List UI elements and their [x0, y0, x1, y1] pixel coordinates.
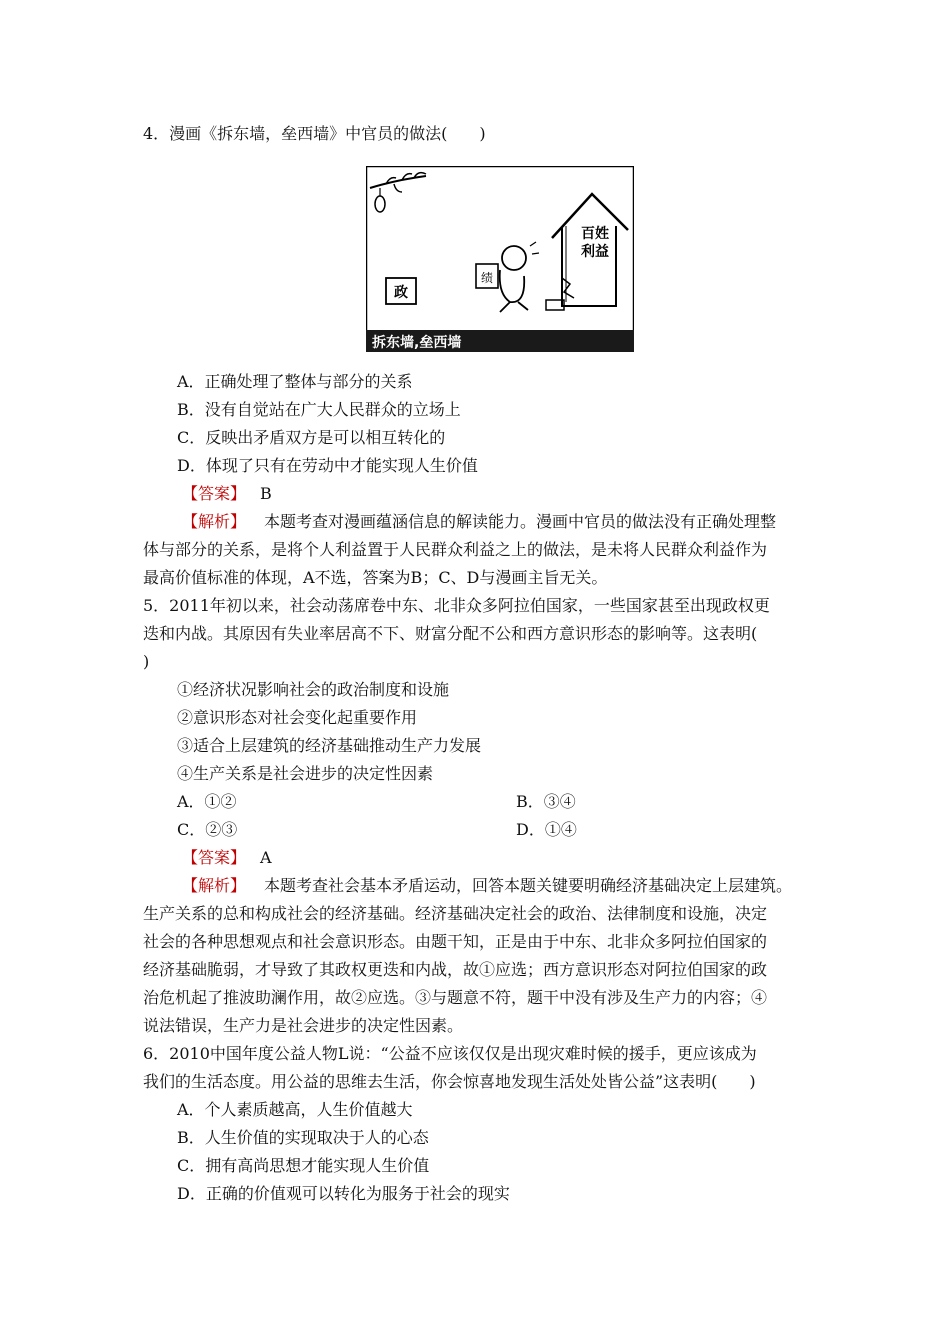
analysis-text: 本题考查社会基本矛盾运动，回答本题关键要明确经济基础决定上层建筑。 [264, 876, 793, 895]
q6-stem-line-1: 6．2010中国年度公益人物L说：“公益不应该仅仅是出现灾难时候的援手，更应该成为 [143, 1044, 757, 1063]
q4-option-c: C．反映出矛盾双方是可以相互转化的 [177, 428, 446, 447]
wall-text-1: 百 [581, 226, 595, 242]
answer-tag: 【答案】 [182, 484, 247, 503]
brick-text-left: 政 [394, 285, 408, 301]
answer-tag: 【答案】 [182, 848, 247, 867]
q4-analysis-line-3: 最高价值标准的体现，A不选，答案为B；C、D与漫画主旨无关。 [143, 568, 608, 587]
q5-stem-line-1: 5．2011年初以来，社会动荡席卷中东、北非众多阿拉伯国家，一些国家甚至出现政权更 [143, 596, 770, 615]
wall-text-2: 姓 [595, 226, 609, 242]
q6-option-a: A．个人素质越高，人生价值越大 [177, 1100, 413, 1119]
q5-analysis-line-3: 社会的各种思想观点和社会意识形态。由题干知，正是由于中东、北非众多阿拉伯国家的 [143, 932, 768, 951]
cartoon-image [366, 166, 634, 352]
q5-stem-line-3: ) [143, 652, 150, 671]
q5-statement-1: ①经济状况影响社会的政治制度和设施 [177, 680, 450, 699]
q5-analysis-line-2: 生产关系的总和构成社会的经济基础。经济基础决定社会的政治、法律制度和设施，决定 [143, 904, 768, 923]
q5-analysis-line-1 [182, 876, 792, 896]
q5-analysis-line-4: 经济基础脆弱，才导致了其政权更迭和内战，故①应选；西方意识形态对阿拉伯国家的政 [143, 960, 768, 979]
brick-text-carried: 绩 [480, 271, 494, 285]
q4-stem: 4．漫画《拆东墙，垒西墙》中官员的做法( ) [143, 124, 486, 143]
q5-stem-line-2: 迭和内战。其原因有失业率居高不下、财富分配不公和西方意识形态的影响等。这表明( [143, 624, 758, 643]
wall-text-3: 利益 [581, 244, 609, 260]
q5-statement-2: ②意识形态对社会变化起重要作用 [177, 708, 418, 727]
q5-analysis-line-6: 说法错误，生产力是社会进步的决定性因素。 [143, 1016, 464, 1035]
answer-value: B [260, 484, 272, 503]
q5-statement-3: ③适合上层建筑的经济基础推动生产力发展 [177, 736, 482, 755]
q4-analysis-line-2: 体与部分的关系，是将个人利益置于人民群众利益之上的做法，是未将人民群众利益作为 [143, 540, 768, 559]
q4-option-b: B．没有自觉站在广大人民群众的立场上 [177, 400, 461, 419]
q5-analysis-line-5: 治危机起了推波助澜作用，故②应选。③与题意不符，题干中没有涉及生产力的内容；④ [143, 988, 768, 1007]
q5-statement-4: ④生产关系是社会进步的决定性因素 [177, 764, 434, 783]
analysis-text: 本题考查对漫画蕴涵信息的解读能力。漫画中官员的做法没有正确处理整 [264, 512, 777, 531]
q5-option-c: C．②③ [177, 820, 238, 839]
q5-option-b: B．③④ [516, 792, 576, 811]
q4-answer [182, 484, 272, 504]
q5-option-a: A．①② [177, 792, 237, 811]
analysis-tag: 【解析】 [182, 876, 247, 895]
answer-value: A [260, 848, 272, 867]
q6-option-c: C．拥有高尚思想才能实现人生价值 [177, 1156, 430, 1175]
q4-option-a: A．正确处理了整体与部分的关系 [177, 372, 413, 391]
q5-answer [182, 848, 272, 868]
q4-option-d: D．体现了只有在劳动中才能实现人生价值 [177, 456, 478, 475]
analysis-tag: 【解析】 [182, 512, 247, 531]
cartoon-caption: 拆东墙,垒西墙 [372, 335, 462, 351]
q4-analysis-line-1 [182, 512, 776, 532]
q6-option-d: D．正确的价值观可以转化为服务于社会的现实 [177, 1184, 510, 1203]
q6-option-b: B．人生价值的实现取决于人的心态 [177, 1128, 429, 1147]
q6-stem-line-2: 我们的生活态度。用公益的思维去生活，你会惊喜地发现生活处处皆公益”这表明( ) [143, 1072, 756, 1091]
q5-option-d: D．①④ [516, 820, 577, 839]
